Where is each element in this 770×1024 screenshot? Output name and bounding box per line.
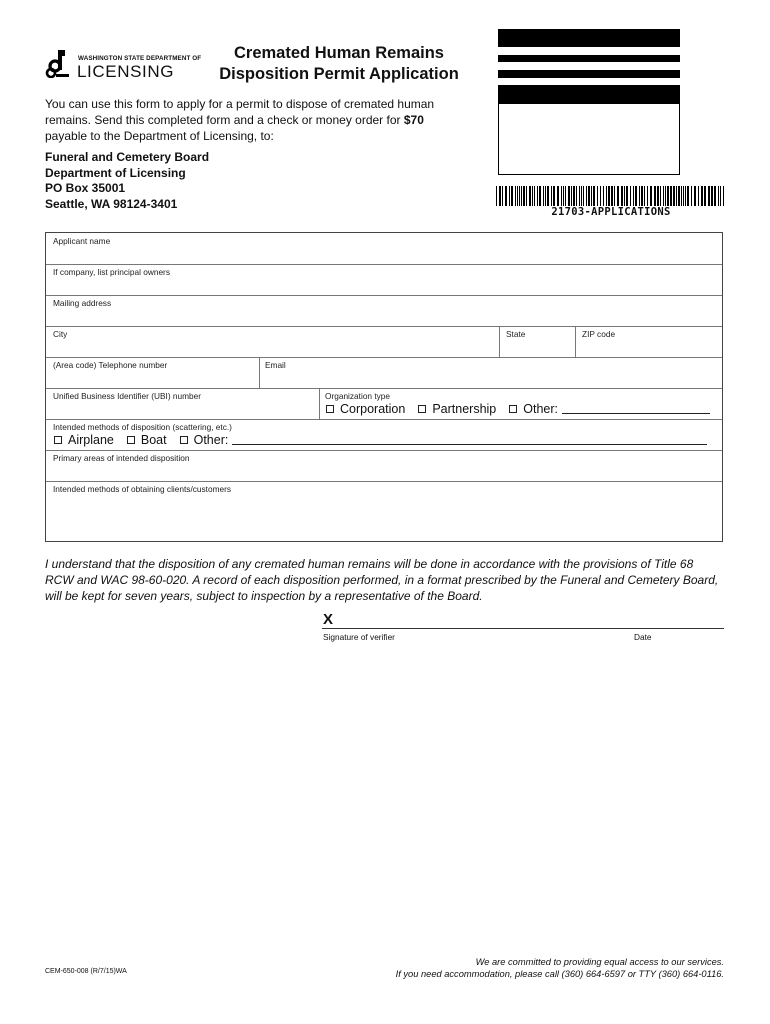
org-other-checkbox[interactable] [509,405,517,413]
address-line: Seattle, WA 98124-3401 [45,196,178,211]
logo-licensing-text: LICENSING [77,62,175,81]
boat-label: Boat [140,433,167,447]
address-line: Funeral and Cemetery Board [45,150,210,164]
disposition-methods-label: Intended methods of disposition (scattering, etc.) [53,422,232,432]
partnership-checkbox[interactable] [418,405,426,413]
city-field[interactable]: City [53,329,68,339]
redaction-bar [498,55,680,62]
application-form [45,232,723,542]
partnership-label: Partnership [432,402,497,416]
mailing-address-block [45,150,209,212]
method-other-label: Other: [193,433,229,447]
redaction-bar [498,70,680,78]
corporation-checkbox[interactable] [326,405,334,413]
intro-text: You can use this form to apply for a permit to dispose of cremated human remains. Send this completed form and a check or money order for [45,97,435,127]
telephone-field[interactable]: (Area code) Telephone number [53,360,168,370]
boat-checkbox[interactable] [127,436,135,444]
ubi-number-field[interactable]: Unified Business Identifier (UBI) number [53,391,202,401]
form-number: CEM-650-008 (R/7/15)WA [45,968,127,975]
access-line-2: If you need accommodation, please call (360) 664-6597 or TTY (360) 664-0116. [395,968,724,979]
state-field[interactable]: State [506,329,526,339]
date-label: Date [634,632,652,642]
org-other-label: Other: [523,402,559,416]
office-use-box [498,104,680,175]
barcode [496,186,726,206]
intro-text-end: payable to the Department of Licensing, to: [45,129,274,143]
obtaining-clients-field[interactable]: Intended methods of obtaining clients/customers [53,484,232,494]
signature-line[interactable] [322,628,724,629]
email-field[interactable]: Email [265,360,286,370]
airplane-label: Airplane [68,433,114,447]
redaction-bar [498,29,680,47]
address-line: Department of Licensing [45,165,186,180]
signature-x-mark: X [323,611,334,628]
address-line: PO Box 35001 [45,181,126,195]
disposition-method-options [52,433,707,447]
fee-amount: $70 [403,113,424,127]
barcode-text: 21703-APPLICATIONS [551,206,671,218]
redaction-bar [498,85,680,104]
mailing-address-field[interactable]: Mailing address [53,298,112,308]
access-line-1: We are committed to providing equal access to our services. [475,957,724,967]
applicant-name-field[interactable]: Applicant name [53,236,111,246]
organization-type-label: Organization type [325,391,391,401]
signature-verifier-label: Signature of verifier [323,632,395,642]
page-title [196,43,482,85]
method-other-checkbox[interactable] [180,436,188,444]
corporation-label: Corporation [340,402,406,416]
airplane-checkbox[interactable] [54,436,62,444]
zip-code-field[interactable]: ZIP code [582,329,616,339]
intro-paragraph [45,96,465,144]
org-other-input[interactable] [562,404,710,414]
method-other-input[interactable] [232,435,707,445]
accessibility-notice [320,957,724,980]
dol-logo-icon [45,50,71,78]
title-line-2: Disposition Permit Application [219,65,459,83]
primary-areas-field[interactable]: Primary areas of intended disposition [53,453,190,463]
organization-type-options [324,402,710,416]
principal-owners-field[interactable]: If company, list principal owners [53,267,170,277]
title-line-1: Cremated Human Remains [234,44,444,62]
logo-agency-text: WASHINGTON STATE DEPARTMENT OF [78,55,202,62]
certification-statement: I understand that the disposition of any cremated human remains will be done in accordance with the provisions of Title 68 RCW and WAC 98-60-020. A record of each disposition performed, in a format prescribed by the Funeral and Cemetery Board, will be kept for seven years, subject to inspection by a representative of the Board. [45,557,719,603]
